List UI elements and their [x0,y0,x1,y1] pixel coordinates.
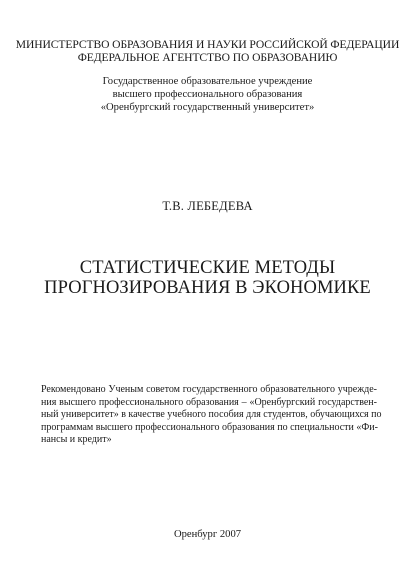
book-title-line-2: ПРОГНОЗИРОВАНИЯ В ЭКОНОМИКЕ [44,278,371,298]
author-name: Т.В. ЛЕБЕДЕВА [162,199,253,213]
recommendation-line-1: Рекомендовано Ученым советом государственного образовательного учрежде- [41,384,377,395]
recommendation-line-3: ный университет» в качестве учебного пособия для студентов, обучающихся по [41,409,382,421]
ministry-heading [0,38,415,64]
institution-line-2: высшего профессионального образования [112,89,303,100]
institution-line-3: «Оренбургский государственный университет» [100,102,315,113]
book-title-line-1: СТАТИСТИЧЕСКИЕ МЕТОДЫ [79,258,336,278]
recommendation-line-5: нансы и кредит» [41,434,112,446]
ministry-line-1: МИНИСТЕРСТВО ОБРАЗОВАНИЯ И НАУКИ РОССИЙСКОЙ ФЕДЕРАЦИИ [15,38,400,51]
book-title [0,258,415,298]
recommendation-paragraph [41,384,382,447]
recommendation-line-4: программам высшего профессионального образования по специальности «Фи- [41,421,378,433]
city-year: Оренбург 2007 [173,529,242,540]
recommendation-line-2: ния высшего профессионального образования – «Оренбургский государствен- [41,396,377,408]
institution-heading [0,75,415,114]
ministry-line-2: ФЕДЕРАЛЬНОЕ АГЕНТСТВО ПО ОБРАЗОВАНИЮ [77,51,338,64]
institution-line-1: Государственное образовательное учреждение [102,76,313,87]
